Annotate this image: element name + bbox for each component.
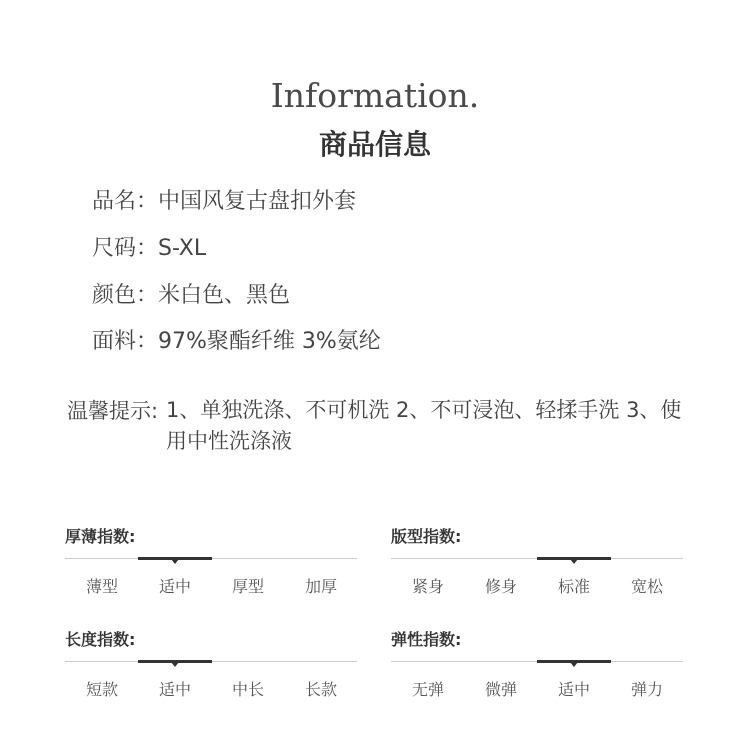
info-fabric: 面料：97%聚酯纤维 3%氨纶 [92, 329, 381, 354]
scale-label: 弹性指数: [391, 630, 462, 649]
scale-option: 无弹 [411, 680, 444, 699]
scale-option: 标准 [557, 577, 590, 596]
scale-option: 薄型 [85, 577, 118, 596]
scale-label: 长度指数: [65, 630, 136, 649]
thickness-scale [65, 524, 357, 604]
scale-option: 短款 [85, 680, 118, 699]
scale-option: 弹力 [630, 680, 663, 699]
info-color: 颜色：米白色、黑色 [92, 283, 291, 308]
length-scale [65, 627, 357, 707]
scale-option: 适中 [557, 680, 590, 699]
title-english: Information. [270, 76, 480, 115]
scale-option: 修身 [484, 577, 517, 596]
scale-label: 版型指数: [391, 527, 462, 546]
scale-option: 适中 [158, 577, 191, 596]
scale-label: 厚薄指数: [65, 527, 136, 546]
scale-selected-marker [138, 557, 212, 560]
scale-option: 紧身 [411, 577, 444, 596]
scale-selected-marker [537, 557, 611, 560]
tip-text: 1、单独洗涤、不可机洗 2、不可浸泡、轻揉手洗 3、使用中性洗涤液 [166, 398, 682, 453]
scale-selected-marker [138, 660, 212, 663]
scale-option: 加厚 [304, 577, 337, 596]
info-size: 尺码：S-XL [92, 236, 207, 261]
scale-selected-marker [537, 660, 611, 663]
title-chinese: 商品信息 [318, 128, 431, 161]
elasticity-scale [391, 627, 683, 707]
scale-option: 中长 [231, 680, 264, 699]
scale-option: 厚型 [231, 577, 264, 596]
scale-option: 微弹 [484, 680, 517, 699]
scale-option: 适中 [158, 680, 191, 699]
scale-option: 宽松 [630, 577, 663, 596]
tip-label: 温馨提示: [67, 399, 159, 423]
scale-option: 长款 [304, 680, 337, 699]
fit-scale [391, 524, 683, 604]
info-product-name: 品名：中国风复古盘扣外套 [92, 189, 357, 214]
